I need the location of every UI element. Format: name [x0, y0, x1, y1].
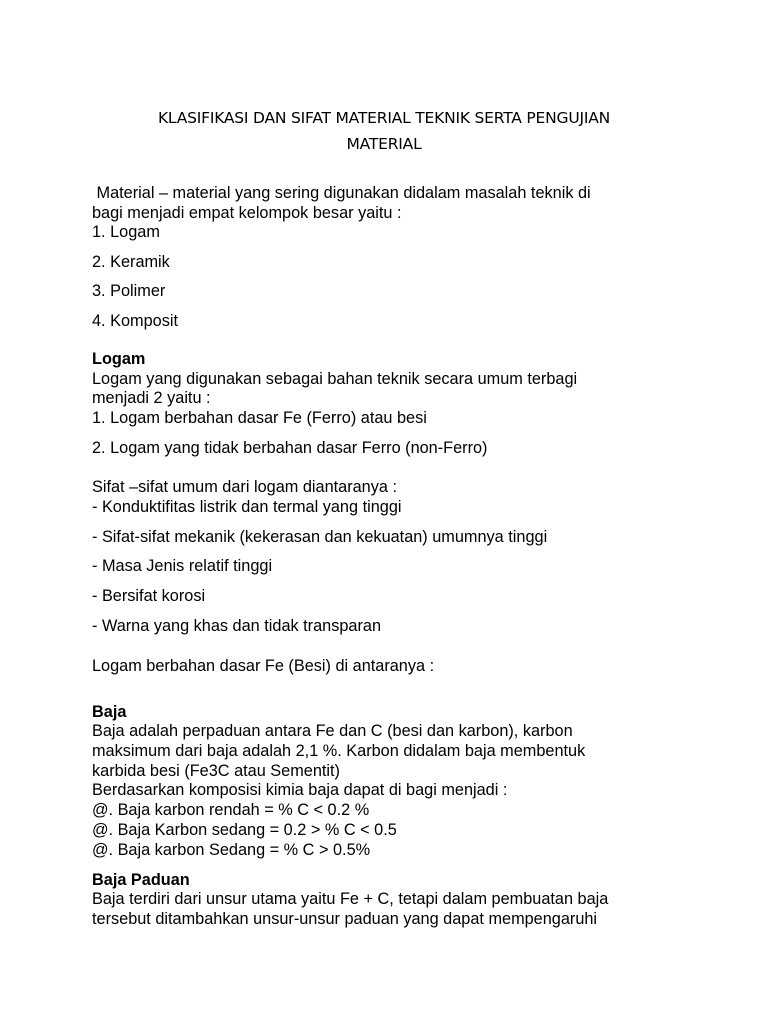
group-item: 2. Keramik [92, 253, 170, 271]
intro-line-2: bagi menjadi empat kelompok besar yaitu : [92, 204, 402, 222]
baja-line: Berdasarkan komposisi kimia baja dapat di bagi menjadi : [92, 781, 508, 799]
logam-heading: Logam [92, 350, 146, 368]
group-item: 3. Polimer [92, 282, 166, 300]
sifat-item: - Masa Jenis relatif tinggi [92, 557, 273, 575]
baja-line: @. Baja karbon rendah = % C < 0.2 % [92, 801, 370, 819]
group-item: 4. Komposit [92, 312, 178, 330]
group-item: 1. Logam [92, 223, 160, 241]
title-line-2: MATERIAL [346, 135, 422, 153]
logam-item: 1. Logam berbahan dasar Fe (Ferro) atau besi [92, 409, 427, 427]
baja-paduan-heading: Baja Paduan [92, 871, 190, 889]
logam-line-2: menjadi 2 yaitu : [92, 389, 211, 407]
baja-paduan-line: tersebut ditambahkan unsur-unsur paduan yang dapat mempengaruhi [92, 910, 598, 928]
logam-item: 2. Logam yang tidak berbahan dasar Ferro (non-Ferro) [92, 439, 488, 457]
sifat-item: - Bersifat korosi [92, 587, 206, 605]
baja-paduan-line: Baja terdiri dari unsur utama yaitu Fe + C, tetapi dalam pembuatan baja [92, 890, 609, 908]
baja-line: maksimum dari baja adalah 2,1 %. Karbon didalam baja membentuk [92, 742, 586, 760]
baja-line: @. Baja karbon Sedang = % C > 0.5% [92, 841, 371, 859]
sifat-item: - Warna yang khas dan tidak transparan [92, 617, 381, 635]
baja-heading: Baja [92, 703, 127, 721]
baja-line: karbida besi (Fe3C atau Sementit) [92, 762, 340, 780]
sifat-item: - Konduktifitas listrik dan termal yang tinggi [92, 498, 402, 516]
sifat-item: - Sifat-sifat mekanik (kekerasan dan kekuatan) umumnya tinggi [92, 528, 548, 546]
baja-line: Baja adalah perpaduan antara Fe dan C (besi dan karbon), karbon [92, 722, 573, 740]
title-line-1: KLASIFIKASI DAN SIFAT MATERIAL TEKNIK SERTA PENGUJIAN [157, 109, 611, 127]
intro-line-1: Material – material yang sering digunakan didalam masalah teknik di [92, 184, 591, 202]
logam-line-1: Logam yang digunakan sebagai bahan teknik secara umum terbagi [92, 370, 578, 388]
fe-intro: Logam berbahan dasar Fe (Besi) di antaranya : [92, 657, 435, 675]
baja-line: @. Baja Karbon sedang = 0.2 > % C < 0.5 [92, 821, 397, 839]
sifat-heading: Sifat –sifat umum dari logam diantaranya : [92, 478, 397, 496]
